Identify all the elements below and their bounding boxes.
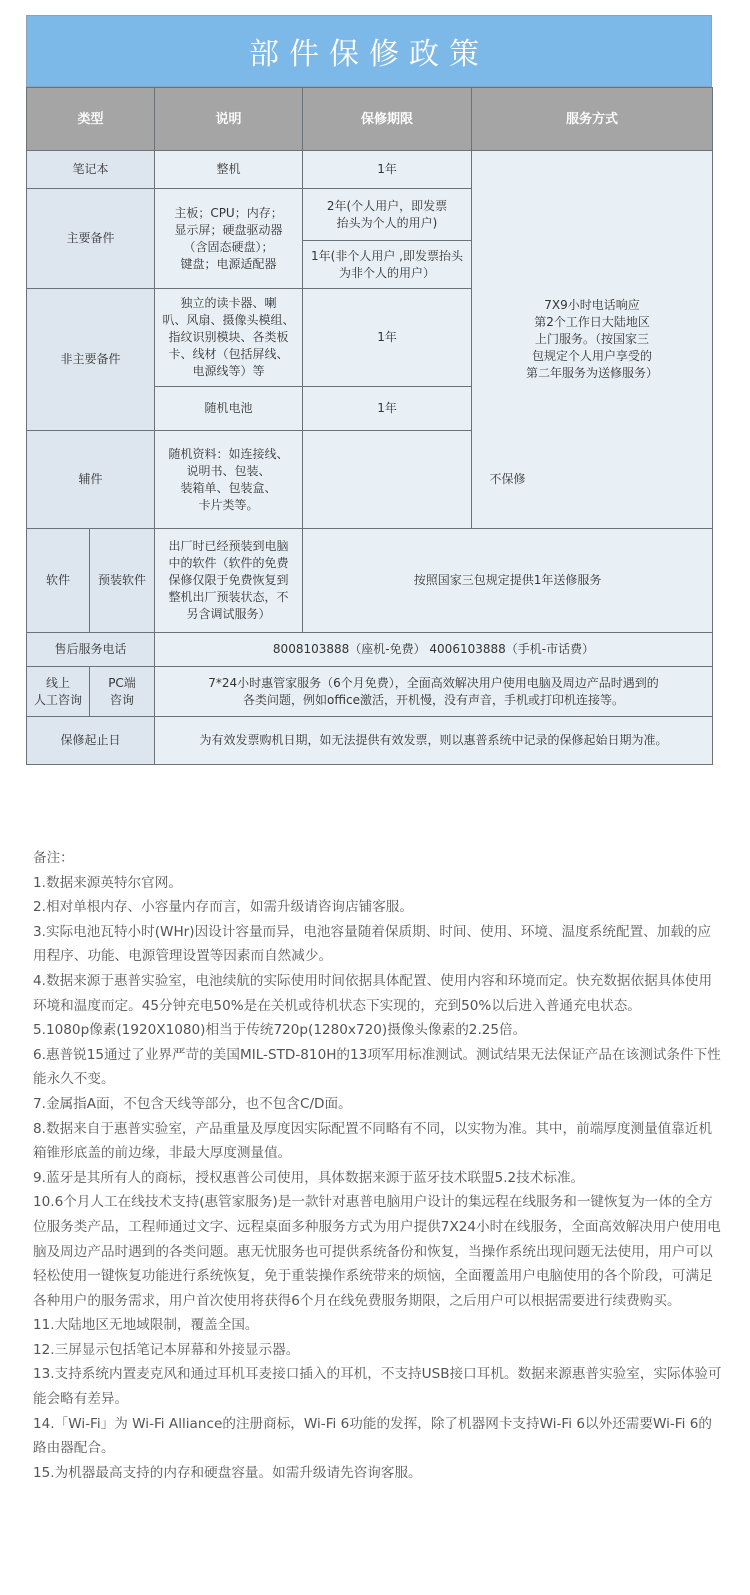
note-item: 1.数据来源英特尔官网。 [33, 874, 182, 891]
note-item: 9.蓝牙是其所有人的商标，授权惠普公司使用，具体数据来源于蓝牙技术联盟5.2技术标准。 [33, 1169, 585, 1186]
desc-cell: 随机资料：如连接线、 说明书、包装、 装箱单、包装盒、 卡片类等。 [155, 431, 303, 529]
type-cell: 辅件 [27, 431, 155, 529]
note-item: 4.数据来源于惠普实验室，电池续航的实际使用时间依据具体配置、使用内容和环境而定。快充数据依据具体使用环境和温度而定。45分钟充电50%是在关机或待机状态下实现的，充到50%以后进入普通充电状态。 [33, 972, 713, 1014]
type-cell: 主要备件 [27, 189, 155, 289]
online-value: 7*24小时惠管家服务（6个月免费），全面高效解决用户使用电脑及周边产品时遇到的 各类问题，例如office激活，开机慢，没有声音，手机或打印机连接等。 [155, 667, 713, 717]
note-item: 12.三屏显示包括笔记本屏幕和外接显示器。 [33, 1341, 300, 1358]
header-type: 类型 [27, 88, 155, 151]
period-cell: 1年 [303, 387, 472, 431]
warranty-table [26, 87, 713, 765]
note-item: 8.数据来自于惠普实验室，产品重量及厚度因实际配置不同略有不同，以实物为准。其中，前端厚度测量值靠近机箱锥形底盖的前边缘，非最大厚度测量值。 [33, 1120, 713, 1162]
note-item: 7.金属指A面，不包含天线等部分，也不包含C/D面。 [33, 1095, 352, 1112]
note-item: 10.6个月人工在线技术支持(惠管家服务)是一款针对惠普电脑用户设计的集远程在线服务和一键恢复为一体的全方位服务类产品，工程师通过文字、远程桌面多种服务方式为用户提供7X24小时在线服务，全面高效解决用户使用电脑及周边产品时遇到的各类问题。惠无忧服务也可提供系统备份和恢复，当操作系统出现问题无法使用，用户可以轻松使用一键恢复功能进行系统恢复，免于重装操作系统带来的烦恼，全面覆盖用户电脑使用的各个阶段，可满足各种用户的服务需求，用户首次使用将获得6个月在线免费服务期限，之后用户可以根据需要进行续费购买。 [33, 1194, 721, 1309]
note-item: 5.1080p像素(1920X1080)相当于传统720p(1280x720)摄像头像素的2.25倍。 [33, 1022, 527, 1039]
note-heading: 备注： [33, 850, 74, 866]
policy-title-bar [26, 15, 712, 87]
type-cell: 笔记本 [27, 151, 155, 189]
hotline-label: 售后服务电话 [27, 633, 155, 667]
online-sublabel: PC端 咨询 [90, 667, 155, 717]
header-service: 服务方式 [472, 88, 713, 151]
table-row [27, 529, 713, 633]
header-period: 保修期限 [303, 88, 472, 151]
table-row [27, 633, 713, 667]
desc-cell: 独立的读卡器、喇 叭、风扇、摄像头模组、 指纹识别模块、各类板 卡、线材（包括屏线、 电源线等）等 [155, 289, 303, 387]
note-item: 13.支持系统内置麦克风和通过耳机耳麦接口插入的耳机，不支持USB接口耳机。数据来源惠普实验室，实际体验可能会略有差异。 [33, 1366, 722, 1408]
note-item: 3.实际电池瓦特小时(WHr)因设计容量而异，电池容量随着保质期、时间、使用、环境、温度系统配置、加载的应用程序、功能、电源管理设置等因素而自然减少。 [33, 923, 712, 965]
notes [33, 846, 723, 1485]
start-label: 保修起止日 [27, 717, 155, 765]
note-item: 14.「Wi-Fi」为 Wi-Fi Alliance的注册商标，Wi-Fi 6功能的发挥，除了机器网卡支持Wi-Fi 6以外还需要Wi-Fi 6的路由器配合。 [33, 1415, 712, 1457]
note-item: 15.为机器最高支持的内存和硬盘容量。如需升级请先咨询客服。 [33, 1464, 422, 1481]
period-cell: 1年 [303, 289, 472, 387]
subtype-cell: 预装软件 [90, 529, 155, 633]
note-item: 2.相对单根内存、小容量内存而言，如需升级请咨询店铺客服。 [33, 899, 413, 916]
hotline-value: 8008103888（座机-免费） 4006103888（手机-市话费） [155, 633, 713, 667]
type-cell: 软件 [27, 529, 90, 633]
note-item: 6.惠普锐15通过了业界严苛的美国MIL-STD-810H的13项军用标准测试。测试结果无法保证产品在该测试条件下性能永久不变。 [33, 1046, 721, 1088]
service-mode-cell: 7X9小时电话响应 第2个工作日大陆地区 上门服务。（按国家三 包规定个人用户享受的 第二年服务为送修服务） [472, 151, 713, 529]
start-value: 为有效发票购机日期，如无法提供有效发票，则以惠普系统中记录的保修起始日期为准。 [155, 717, 713, 765]
warranty-policy [26, 15, 712, 765]
period-cell: 2年(个人用户，即发票 抬头为个人的用户) [303, 189, 472, 241]
type-cell: 非主要备件 [27, 289, 155, 431]
note-item: 11.大陆地区无地域限制，覆盖全国。 [33, 1317, 259, 1334]
period-cell: 不保修 [303, 431, 713, 529]
desc-cell: 整机 [155, 151, 303, 189]
online-label: 线上 人工咨询 [27, 667, 90, 717]
table-row [27, 431, 713, 529]
period-cell: 按照国家三包规定提供1年送修服务 [303, 529, 713, 633]
period-cell: 1年 [303, 151, 472, 189]
table-row [27, 667, 713, 717]
period-cell: 1年(非个人用户 ,即发票抬头 为非个人的用户） [303, 241, 472, 289]
table-row [27, 151, 713, 189]
table-header-row [27, 88, 713, 151]
header-desc: 说明 [155, 88, 303, 151]
desc-cell: 出厂时已经预装到电脑 中的软件（软件的免费 保修仅限于免费恢复到 整机出厂预装状态，不 另含调试服务） [155, 529, 303, 633]
policy-title: 部件保修政策 [249, 37, 489, 72]
desc-cell: 主板；CPU；内存； 显示屏；硬盘驱动器 （含固态硬盘）； 键盘；电源适配器 [155, 189, 303, 289]
table-row [27, 717, 713, 765]
desc-cell: 随机电池 [155, 387, 303, 431]
